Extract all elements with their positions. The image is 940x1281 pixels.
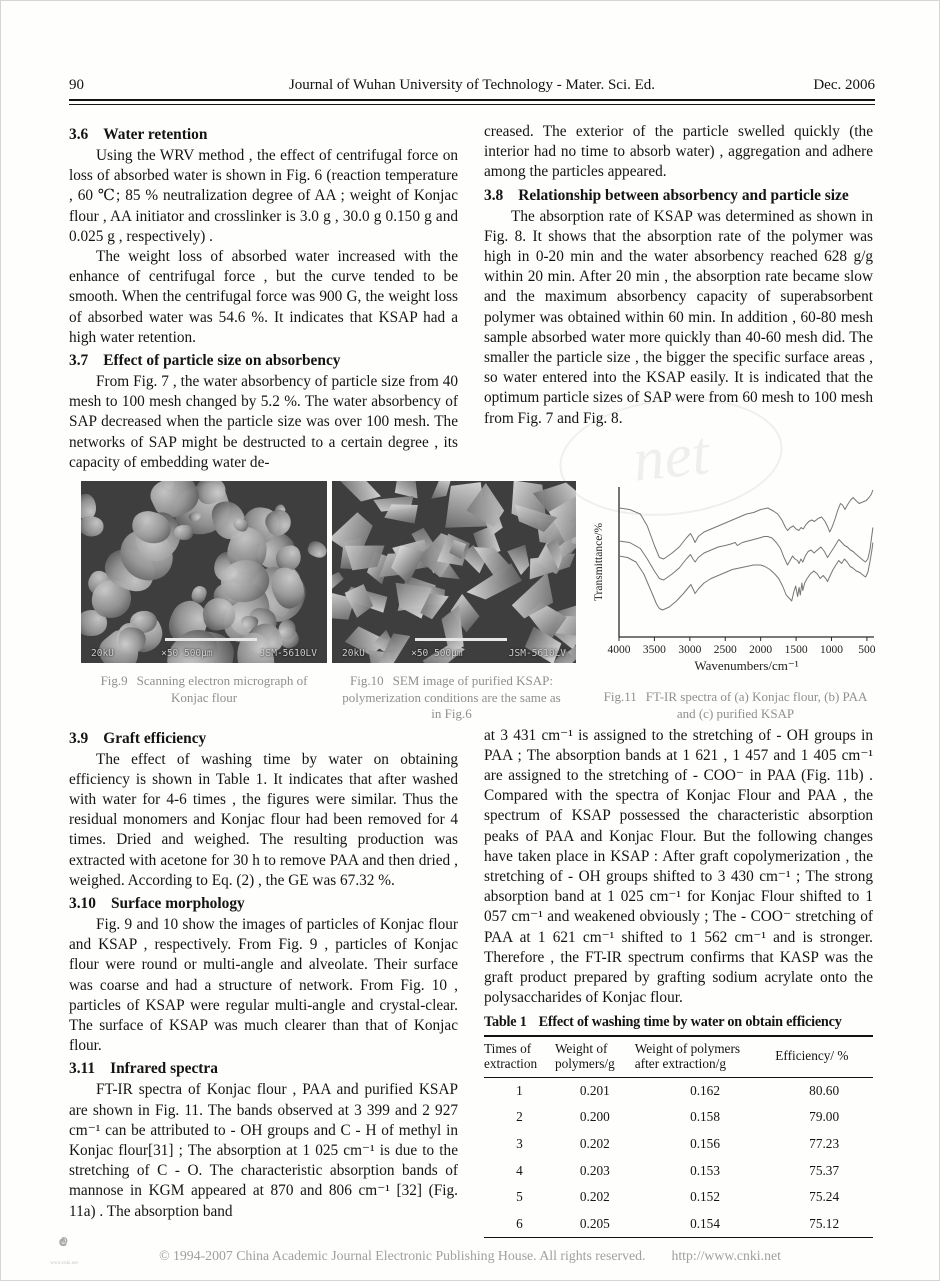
table-cell: 4	[516, 1162, 523, 1178]
figure-11	[592, 481, 879, 722]
sem-model-label: JSM-5610LV	[508, 648, 566, 660]
table-cell: 0.202	[579, 1135, 610, 1151]
sem-particle	[174, 525, 193, 540]
table-cell: 77.23	[809, 1135, 840, 1151]
table-row	[484, 1104, 873, 1131]
table-cell: 0.162	[690, 1082, 720, 1098]
table-cell: 0.154	[690, 1215, 720, 1231]
left-column-bottom	[69, 726, 458, 1239]
x-tick-label: 1000	[820, 644, 843, 657]
table-header-cell: Weight of polymers/g	[555, 1036, 635, 1078]
header-rule	[69, 99, 875, 105]
cnki-watermark: net	[554, 388, 789, 527]
table-header-cell: Weight of polymers after extraction/g	[635, 1036, 775, 1078]
table-title: Table 1 Effect of washing time by water on obtain efficiency	[484, 1014, 842, 1031]
table-row	[484, 1157, 873, 1184]
top-text-columns	[69, 122, 875, 473]
paragraph: Using the WRV method , the effect of centrifugal force on loss of absorbed water is shown in Fig. 6 (reaction temperature , 60 ℃; 85 % neutralization degree of AA ; weight of Konjac flour , AA initiator and crosslinker is 3.0 g , 30.0 g 0.150 g and 0.025 g , respectively) .	[69, 147, 458, 245]
sem-kv-label: 20kU	[342, 648, 365, 660]
table-header-cell: Efficiency/ %	[775, 1036, 873, 1078]
sem-scale-label: ×50 500µm	[411, 648, 463, 660]
section-heading-3-6: 3.6 Water retention	[69, 126, 208, 143]
page-number: 90	[69, 77, 84, 93]
chart-y-axis-label: Transmittance/%	[593, 522, 605, 602]
section-heading-3-7: 3.7 Effect of particle size on absorbency	[69, 352, 341, 370]
section-heading-3-8: 3.8 Relationship between absorbency and particle size	[484, 186, 849, 204]
sem-particle	[81, 517, 103, 537]
spectrum-curve-b	[619, 528, 873, 581]
sem-image-konjac-flour	[81, 481, 327, 663]
sem-crystal	[332, 481, 384, 510]
right-column-top	[484, 122, 873, 473]
journal-title: Journal of Wuhan University of Technology - Mater. Sci. Ed.	[288, 77, 656, 93]
chart-x-axis-label: Wavenumbers/cm⁻¹	[694, 658, 799, 674]
figure-9	[81, 481, 327, 706]
figure-caption-10: Fig.10 SEM image of purified KSAP: polymerization conditions are the same as in Fig.6	[342, 673, 561, 722]
issue-date: Dec. 2006	[813, 77, 875, 93]
table-cell: 3	[516, 1135, 523, 1151]
table-cell: 0.152	[690, 1189, 720, 1205]
sem-image-ksap	[332, 481, 576, 663]
table-cell: 5	[516, 1189, 523, 1205]
paragraph: The weight loss of absorbed water increased with the enhance of centrifugal force , but the curve tended to be smooth. When the centrifugal force was 900 G, the weight loss of absorbed water was 54.6 %. It indicates that KSAP had a high water retention.	[69, 248, 458, 346]
table-cell: 0.202	[579, 1189, 610, 1205]
paragraph: From Fig. 7 , the water absorbency of particle size from 40 mesh to 100 mesh changed by 5.2 %. The water absorbency of SAP decreased when the particle size was over 100 mesh. The networks of SAP might be destructed to a certain degree , its capacity of embedding water de-	[69, 373, 458, 471]
table-row	[484, 1210, 873, 1237]
table-cell: 75.37	[809, 1162, 840, 1178]
paragraph: The absorption rate of KSAP was determined as shown in Fig. 8. It shows that the absorption rate of the polymer was high in 0-20 min and the water absorbency reached 628 g/g within 20 min. After 20 min , the absorption rate became slow and the maximum absorbency capacity of superabsorbent polymer was obtained within 60 min. In addition , 60-80 mesh sample absorbed water more quickly than 40-60 mesh did. The smaller the particle size , the bigger the specific surface areas , so water entered into the KSAP easily. It is indicated that the optimum particle sizes of SAP were from 60 mesh to 100 mesh from Fig. 7 and Fig. 8.	[484, 207, 873, 427]
section-heading-3-9: 3.9 Graft efficiency	[69, 729, 207, 747]
table-cell: 80.60	[809, 1082, 840, 1098]
table-row	[484, 1077, 873, 1104]
ftir-spectra-chart	[592, 481, 879, 679]
table-cell: 0.158	[690, 1109, 720, 1125]
page-header	[69, 77, 875, 94]
paragraph: at 3 431 cm⁻¹ is assigned to the stretching of - OH groups in PAA ; The absorption bands at 1 621 , 1 457 and 1 405 cm⁻¹ are assigned to the stretching of - COO⁻ in PAA (Fig. 11b) . Compared with the spectra of Konjac Flour and PAA , the spectrum of KSAP possessed the characteristic absorption peaks of PAA and Konjac Flour. But the following changes have taken place in KSAP : After graft copolymerization , the stretching of - OH groups shifted to 3 430 cm⁻¹ ; The strong absorption band at 1 025 cm⁻¹ for Konjac Flour shifted to 1 057 cm⁻¹ and weakened obviously ; The - COO⁻ stretching of PAA at 1 621 cm⁻¹ shifted to 1 562 cm⁻¹ and is stronger. Therefore , the FT-IR spectrum confirms that KASP was the graft product prepared by grafting sodium acrylate onto the polysaccharides of Konjac flour.	[484, 726, 873, 1007]
footer-url[interactable]: http://www.cnki.net	[671, 1248, 781, 1263]
table-cell: 6	[516, 1215, 523, 1231]
figure-10	[327, 481, 576, 723]
chart-axes	[619, 487, 874, 637]
sem-kv-label: 20kU	[91, 648, 114, 660]
table-cell: 0.201	[579, 1082, 610, 1098]
sem-scale-bar	[165, 638, 257, 641]
sem-scale-label: ×50 500µm	[161, 648, 213, 660]
sem-particle	[306, 539, 327, 560]
table-cell: 0.153	[690, 1162, 720, 1178]
table-cell: 75.24	[809, 1189, 840, 1205]
page-footer	[1, 1248, 939, 1264]
paragraph: The effect of washing time by water on obtaining efficiency is shown in Table 1. It indicates that after washed with water for 4-6 times , the figures were similar. Thus the residual monomers and Konjac flour had been removed for 4 times. Dried and weighed. The resulting production was extracted with acetone for 30 h to remove PAA and then dried , weighed. According to Eq. (2) , the GE was 67.32 %.	[69, 750, 458, 889]
x-tick-label: 1500	[784, 644, 808, 657]
x-tick-label: 500	[858, 644, 876, 657]
x-tick-label: 2500	[713, 644, 737, 657]
x-tick-label: 3500	[642, 644, 666, 657]
sem-info-bar	[332, 648, 576, 659]
paragraph: Fig. 9 and 10 show the images of particles of Konjac flour and KSAP , respectively. From Fig. 9 , particles of Konjac flour were round or multi-angle and alveolate. Their surface was coarse and had a structure of network. From Fig. 10 , particles of KSAP were regular multi-angle and crystal-clear. The surface of KSAP was much clearer than that of Konjac flour.	[69, 915, 458, 1055]
table-cell: 1	[516, 1082, 523, 1098]
right-column-bottom	[484, 726, 873, 1239]
cnki-logo: www.cnki.net	[41, 1237, 87, 1268]
table-row	[484, 1131, 873, 1158]
table-header-cell: Times of extraction	[484, 1036, 555, 1078]
sem-model-label: JSM-5610LV	[259, 648, 317, 660]
table-cell: 2	[516, 1109, 523, 1125]
table-cell: 0.205	[579, 1215, 610, 1231]
left-column-top	[69, 122, 458, 473]
footer-copyright: © 1994-2007 China Academic Journal Electronic Publishing House. All rights reserved.	[159, 1248, 646, 1263]
table-cell: 0.156	[690, 1135, 720, 1151]
section-heading-3-10: 3.10 Surface morphology	[69, 894, 245, 912]
ftir-chart-svg	[592, 481, 879, 679]
table-cell: 79.00	[809, 1109, 840, 1125]
table-cell: 75.12	[809, 1215, 840, 1231]
figure-caption-11: Fig.11 FT-IR spectra of (a) Konjac flour, (b) PAA and (c) purified KSAP	[603, 689, 868, 721]
washing-efficiency-table	[484, 1035, 873, 1238]
sem-info-bar	[81, 648, 327, 659]
figures-row	[81, 481, 875, 723]
table-row	[484, 1184, 873, 1211]
paragraph: FT-IR spectra of Konjac flour , PAA and purified KSAP are shown in Fig. 11. The bands observed at 3 399 and 2 927 cm⁻¹ can be attributed to - OH groups and C - H of methyl in Konjac flour[31] ; The absorption at 1 025 cm⁻¹ is due to the stretching of C - O. The characteristic absorption bands of mannose in KGM appeared at 870 and 806 cm⁻¹ [32] (Fig. 11a) . The absorption band	[69, 1081, 458, 1220]
paragraph: creased. The exterior of the particle swelled quickly (the interior had no time to absorb water) , aggregation and adhere among the particles appeared.	[484, 123, 873, 181]
x-tick-label: 4000	[607, 644, 631, 657]
sem-scale-bar	[415, 638, 507, 641]
x-tick-label: 3000	[678, 644, 702, 657]
table-cell: 0.203	[579, 1162, 610, 1178]
bottom-text-columns	[69, 726, 875, 1239]
section-heading-3-11: 3.11 Infrared spectra	[69, 1060, 218, 1078]
table-1	[484, 1012, 873, 1238]
figure-caption-9: Fig.9 Scanning electron micrograph of Konjac flour	[100, 673, 308, 705]
x-tick-label: 2000	[749, 644, 773, 657]
spectrum-curve-a	[619, 490, 873, 559]
table-cell: 0.200	[579, 1109, 610, 1125]
